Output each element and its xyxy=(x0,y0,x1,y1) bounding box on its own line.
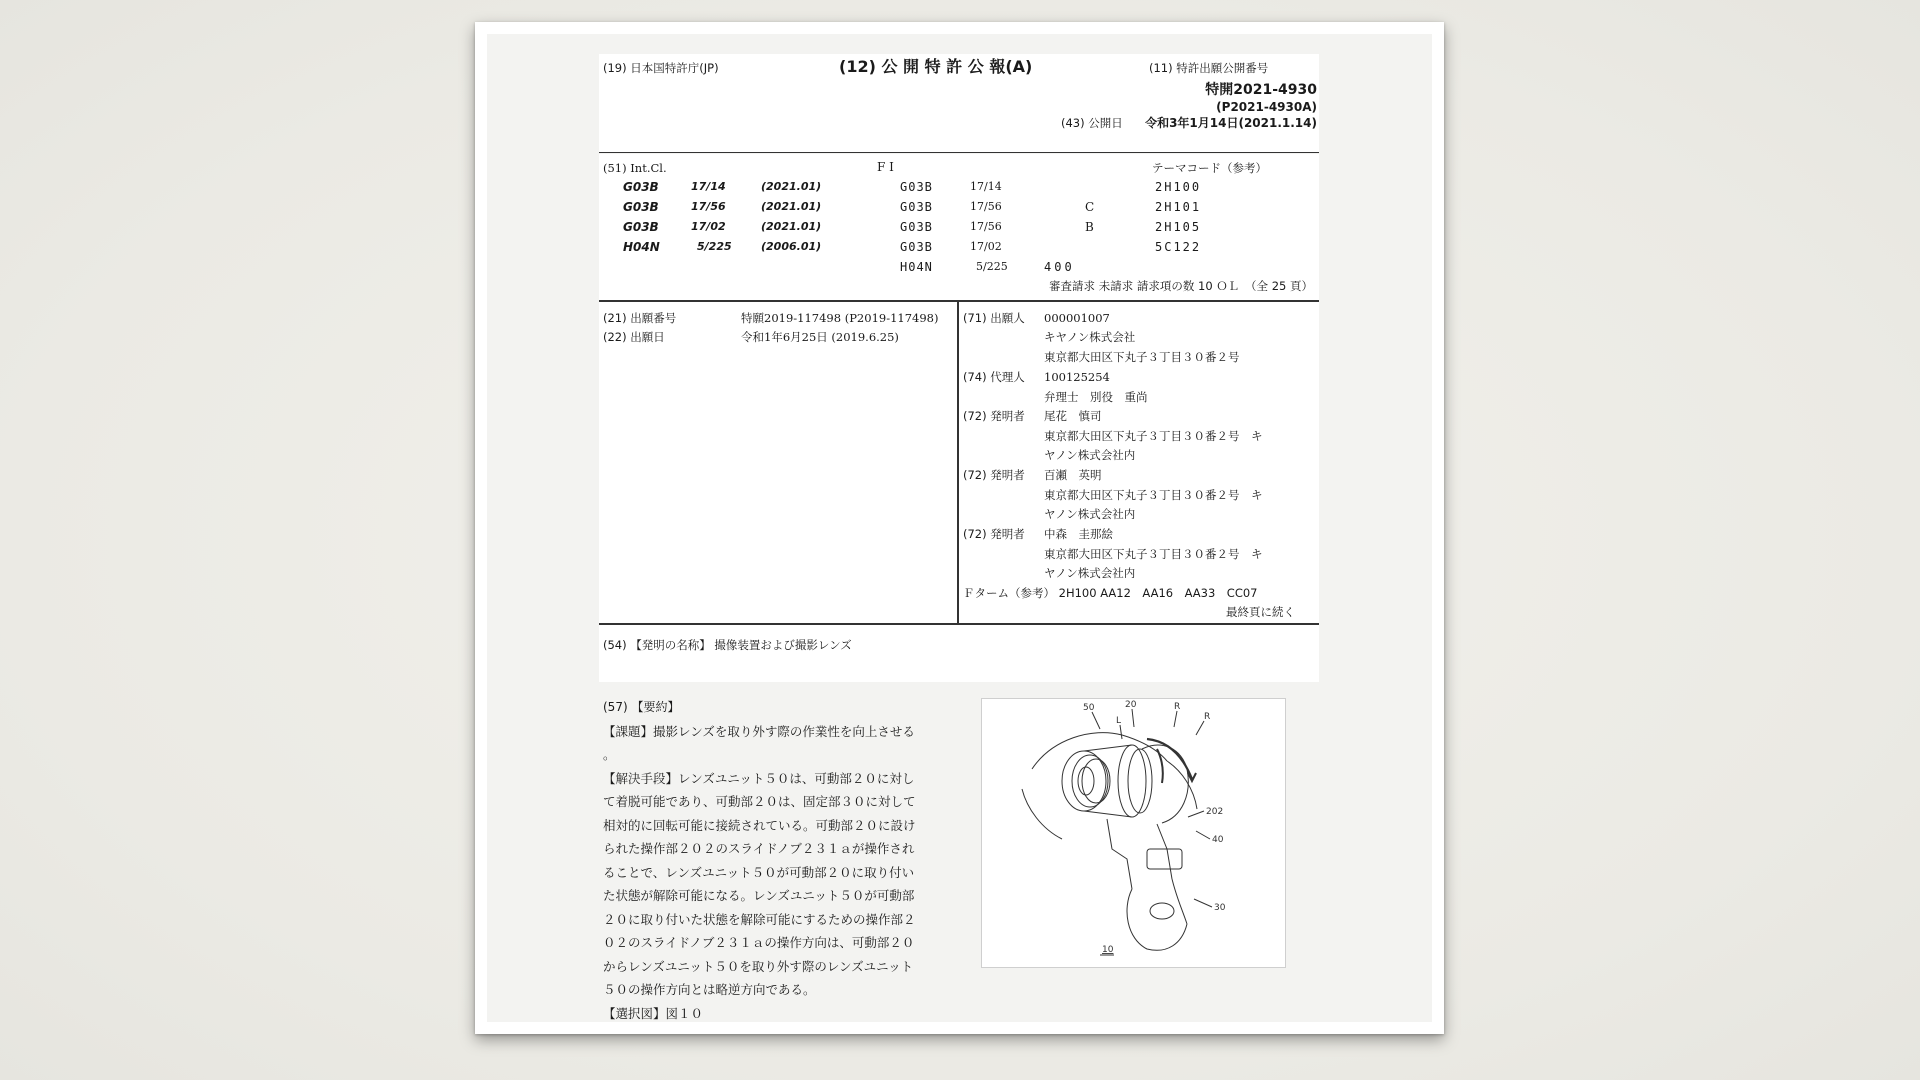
intcl-row-4-version: (2006.01) xyxy=(761,240,822,253)
divider-parties xyxy=(599,623,1319,625)
abstract-line: ５０の操作方向とは略逆方向である。 xyxy=(603,982,816,997)
applicant-address: 東京都大田区下丸子３丁目３０番２号 xyxy=(1044,350,1240,364)
fi-row-5-group: 5/225 xyxy=(976,260,1008,273)
fi-row-2-sub: C xyxy=(1085,200,1095,214)
intcl-row-1-group: 17/14 xyxy=(691,180,726,193)
intcl-row-3-group: 17/02 xyxy=(691,220,726,233)
intcl-row-2-group: 17/56 xyxy=(691,200,726,213)
publication-kind: (12) 公 開 特 許 公 報(A) xyxy=(839,57,1033,76)
abstract-line: られた操作部２０２のスライドノブ２３１ａが操作され xyxy=(603,841,915,856)
figure-label-10: 10 xyxy=(1102,945,1114,955)
office-label: (19) 日本国特許庁(JP) xyxy=(603,61,719,75)
theme-code-label: テーマコード（参考） xyxy=(1152,161,1267,175)
fi-row-4-group: 17/02 xyxy=(970,240,1002,253)
applicant-id: 000001007 xyxy=(1044,311,1110,325)
theme-code-1: 2H100 xyxy=(1155,180,1202,194)
intcl-row-1-class: G03B xyxy=(623,180,659,194)
inventor-3-label: (72) 発明者 xyxy=(963,527,1025,541)
figure-label-202: 202 xyxy=(1206,807,1224,817)
fi-row-3-group: 17/56 xyxy=(970,220,1002,233)
abstract-line: 相対的に回転可能に接続されている。可動部２０に設け xyxy=(603,817,916,833)
fterm: Ｆターム（参考） 2H100 AA12 AA16 AA33 CC07 xyxy=(963,586,1258,600)
intcl-row-3-version: (2021.01) xyxy=(761,220,822,233)
agent-id: 100125254 xyxy=(1044,370,1110,384)
inventor-2-address: 東京都大田区下丸子３丁目３０番２号 キ xyxy=(1044,488,1263,502)
figure-label-30: 30 xyxy=(1214,903,1226,913)
bibliographic-sheet xyxy=(599,154,1319,682)
fi-row-1-group: 17/14 xyxy=(970,180,1002,193)
abstract-line: た状態が解除可能になる。レンズユニット５０が可動部 xyxy=(603,888,915,903)
applicant-name: キヤノン株式会社 xyxy=(1044,330,1136,344)
inventor-1-name: 尾花 慎司 xyxy=(1044,409,1102,423)
application-number-label: (21) 出願番号 xyxy=(603,311,677,325)
applicant-label: (71) 出願人 xyxy=(963,311,1025,325)
intcl-row-2-version: (2021.01) xyxy=(761,200,822,213)
patent-header xyxy=(599,54,1319,153)
fi-row-3-sub: B xyxy=(1085,220,1094,234)
column-divider xyxy=(957,300,959,623)
publication-number: 特開2021-4930 xyxy=(1205,82,1317,98)
figure-label-l: L xyxy=(1116,716,1122,726)
abstract-line: 。 xyxy=(603,747,616,762)
abstract-line: ２０に取り付いた状態を解除可能にするための操作部２ xyxy=(603,911,916,927)
figure-label-r1: R xyxy=(1174,702,1181,712)
abstract-line: 【課題】撮影レンズを取り外す際の作業性を向上させる xyxy=(603,723,915,739)
abstract xyxy=(603,696,963,1025)
intcl-row-4-group: 5/225 xyxy=(697,240,732,253)
abstract-line: ０２のスライドノブ２３１ａの操作方向は、可動部２０ xyxy=(603,935,915,950)
slide-frame xyxy=(475,22,1444,1034)
figure-label-r2: R xyxy=(1204,712,1211,722)
fi-row-4-class: G03B xyxy=(900,240,933,254)
intcl-row-2-class: G03B xyxy=(623,200,659,214)
examination-status: 審査請求 未請求 請求項の数 10 ＯＬ （全 25 頁） xyxy=(1049,279,1313,293)
continued-note: 最終頁に続く xyxy=(1226,605,1295,619)
publication-date: 令和3年1月14日(2021.1.14) xyxy=(1145,116,1317,130)
intcl-row-3-class: G03B xyxy=(623,220,659,234)
fi-label: F I xyxy=(877,160,894,174)
intcl-row-1-version: (2021.01) xyxy=(761,180,822,193)
agent-name: 弁理士 別役 重尚 xyxy=(1044,390,1148,404)
camera-gimbal-drawing xyxy=(982,699,1285,967)
inventor-3-name: 中森 圭那絵 xyxy=(1044,527,1113,541)
inventor-2-address-cont: ヤノン株式会社内 xyxy=(1044,507,1136,521)
fi-row-5-sub: 400 xyxy=(1044,260,1075,274)
invention-title: (54) 【発明の名称】 撮像装置および撮影レンズ xyxy=(603,638,852,652)
publication-number-alt: (P2021-4930A) xyxy=(1216,100,1317,114)
fi-row-3-class: G03B xyxy=(900,220,933,234)
abstract-line: からレンズユニット５０を取り外す際のレンズユニット xyxy=(603,958,914,974)
figure-label-50: 50 xyxy=(1083,703,1095,713)
theme-code-2: 2H101 xyxy=(1155,200,1202,214)
inventor-1-label: (72) 発明者 xyxy=(963,409,1025,423)
inventor-3-address: 東京都大田区下丸子３丁目３０番２号 キ xyxy=(1044,547,1263,561)
agent-label: (74) 代理人 xyxy=(963,370,1025,384)
patent-figure xyxy=(981,698,1286,968)
application-number: 特願2019-117498 (P2019-117498) xyxy=(741,311,939,325)
intcl-row-4-class: H04N xyxy=(623,240,660,254)
abstract-line: て着脱可能であり、可動部２０は、固定部３０に対して xyxy=(603,794,916,809)
theme-code-3: 2H105 xyxy=(1155,220,1202,234)
abstract-line: 【選択図】図１０ xyxy=(603,1005,704,1021)
inventor-1-address-cont: ヤノン株式会社内 xyxy=(1044,448,1136,462)
patent-document xyxy=(487,34,1432,1022)
inventor-2-label: (72) 発明者 xyxy=(963,468,1025,482)
abstract-line: ることで、レンズユニット５０が可動部２０に取り付い xyxy=(603,864,915,880)
abstract-line: 【解決手段】レンズユニット５０は、可動部２０に対し xyxy=(603,770,915,786)
inventor-2-name: 百瀬 英明 xyxy=(1044,468,1102,482)
publication-number-label: (11) 特許出願公開番号 xyxy=(1149,61,1269,75)
fi-row-2-group: 17/56 xyxy=(970,200,1002,213)
inventor-3-address-cont: ヤノン株式会社内 xyxy=(1044,566,1136,580)
intcl-label: (51) Int.Cl. xyxy=(603,161,667,175)
application-date: 令和1年6月25日 (2019.6.25) xyxy=(741,330,899,344)
inventor-1-address: 東京都大田区下丸子３丁目３０番２号 キ xyxy=(1044,429,1263,443)
application-date-label: (22) 出願日 xyxy=(603,330,665,344)
publication-date-label: (43) 公開日 xyxy=(1061,116,1123,130)
fi-row-2-class: G03B xyxy=(900,200,933,214)
fi-row-1-class: G03B xyxy=(900,180,933,194)
figure-label-40: 40 xyxy=(1212,835,1224,845)
figure-label-20: 20 xyxy=(1125,700,1137,710)
theme-code-4: 5C122 xyxy=(1155,240,1202,254)
abstract-heading: (57) 【要約】 xyxy=(603,700,680,714)
divider-classification xyxy=(599,300,1319,302)
fi-row-5-class: H04N xyxy=(900,260,933,274)
